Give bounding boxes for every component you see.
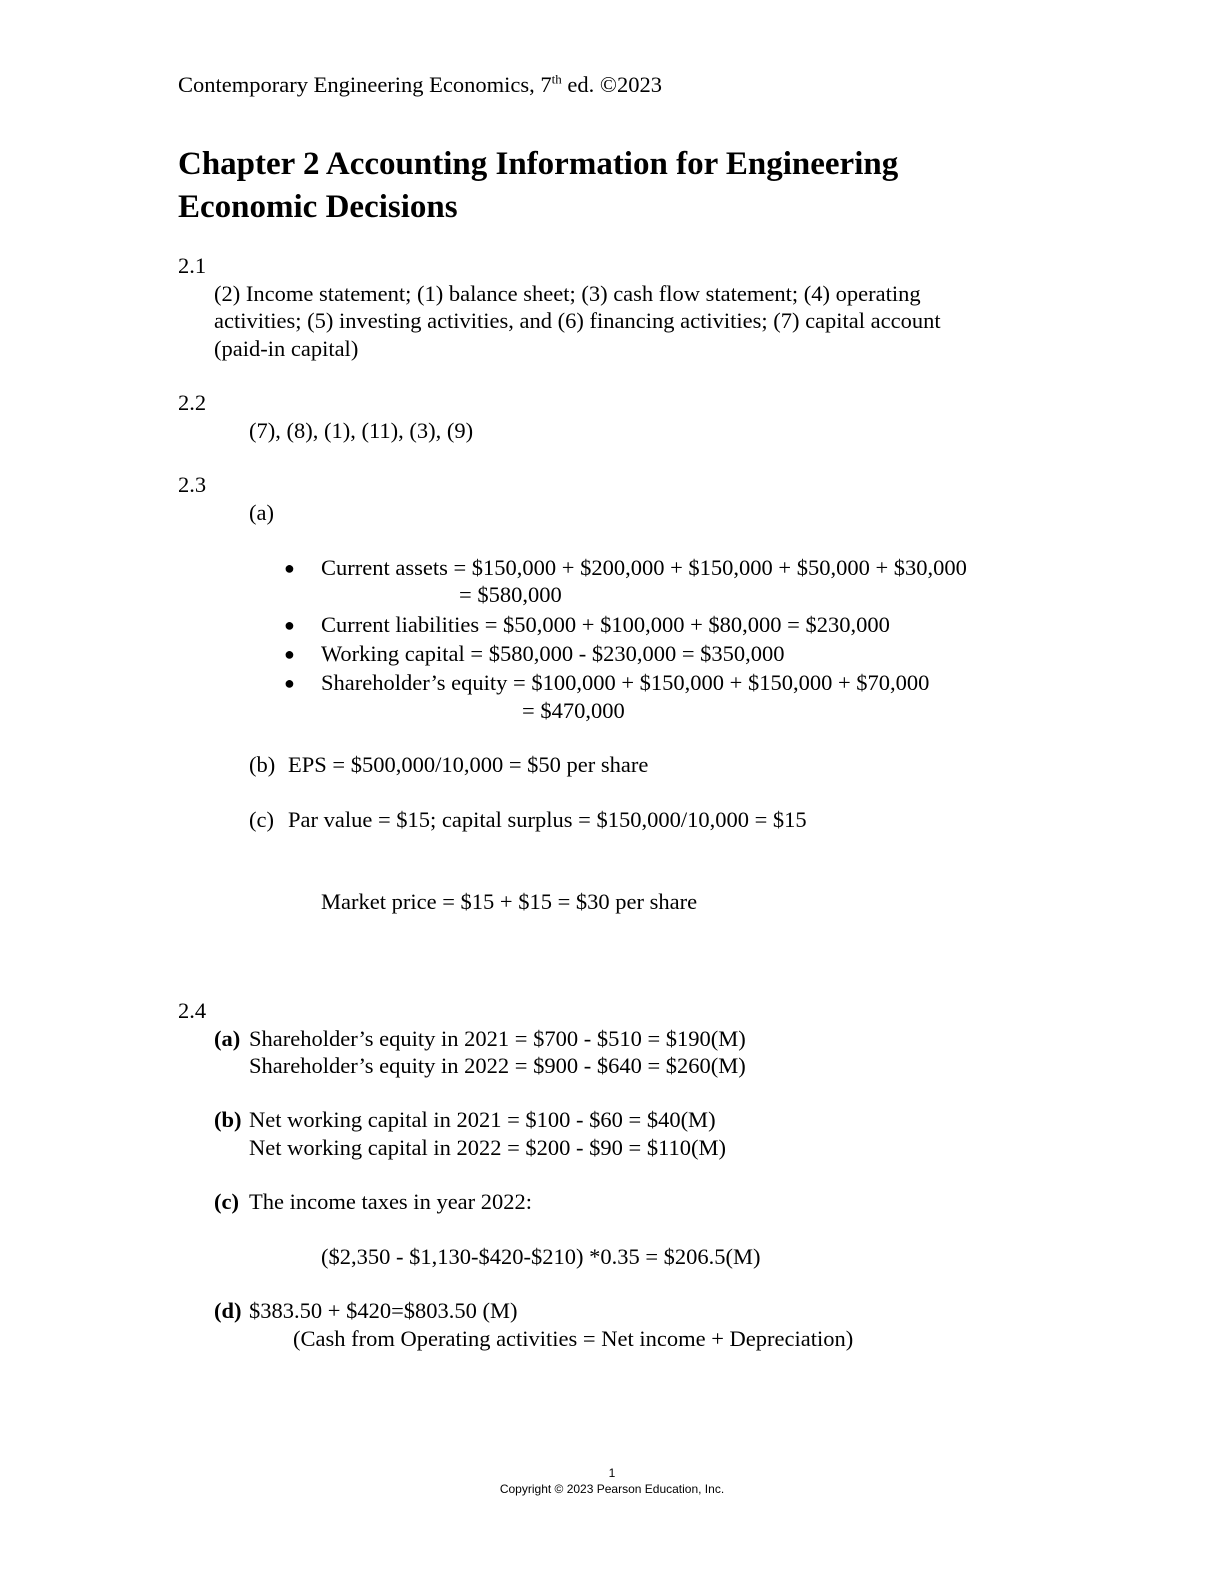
income-taxes-calculation: ($2,350 - $1,130-$420-$210) *0.35 = $206.5(M) [321,1244,761,1269]
operating-cash-calculation: $383.50 + $420=$803.50 (M) [249,1298,518,1323]
bullet-marker: ● [284,644,295,664]
book-title: Contemporary Engineering Economics, 7 [178,72,552,97]
bullet-marker: ● [284,673,295,693]
par-value-line: Par value = $15; capital surplus = $150,000/10,000 = $15 [288,807,807,832]
problem-number-2-3: 2.3 [178,472,207,497]
operating-cash-note: (Cash from Operating activities = Net income + Depreciation) [293,1326,854,1351]
current-assets-total: = $580,000 [459,582,562,607]
part-a-label: (a) [249,500,274,525]
answer-2-1-line-2: activities; (5) investing activities, and (6) financing activities; (7) capital account [214,308,941,333]
nwc-2022-line: Net working capital in 2022 = $200 - $90 = $110(M) [249,1135,726,1160]
answer-2-1-line-1: (2) Income statement; (1) balance sheet; (3) cash flow statement; (4) operating [214,281,921,306]
shareholders-equity-total: = $470,000 [522,698,625,723]
equity-2021-line: Shareholder’s equity in 2021 = $700 - $510 = $190(M) [249,1026,746,1051]
part-d-label-2-4: (d) [214,1298,242,1323]
market-price-line: Market price = $15 + $15 = $30 per share [321,889,698,914]
part-b-label: (b) [249,752,276,777]
problem-number-2-2: 2.2 [178,390,207,415]
part-c-label-2-4: (c) [214,1189,239,1214]
edition-text: ed. ©2023 [561,72,662,97]
current-liabilities-line: Current liabilities = $50,000 + $100,000 + $80,000 = $230,000 [321,612,890,637]
copyright-notice: Copyright © 2023 Pearson Education, Inc. [499,1482,725,1496]
chapter-title-line-2: Economic Decisions [178,189,458,225]
page-number: 1 [608,1466,616,1480]
shareholders-equity-line: Shareholder’s equity = $100,000 + $150,000 + $150,000 + $70,000 [321,670,930,695]
chapter-title-line-1: Chapter 2 Accounting Information for Engineering [178,146,899,182]
problem-number-2-4: 2.4 [178,998,207,1023]
part-c-label: (c) [249,807,274,832]
income-taxes-heading: The income taxes in year 2022: [249,1189,533,1214]
problem-number-2-1: 2.1 [178,253,207,278]
part-a-label-2-4: (a) [214,1026,241,1051]
answer-2-1-line-3: (paid-in capital) [214,336,359,361]
bullet-marker: ● [284,615,295,635]
nwc-2021-line: Net working capital in 2021 = $100 - $60 = $40(M) [249,1107,716,1132]
part-b-label-2-4: (b) [214,1107,242,1132]
working-capital-line: Working capital = $580,000 - $230,000 = $350,000 [321,641,785,666]
equity-2022-line: Shareholder’s equity in 2022 = $900 - $640 = $260(M) [249,1053,746,1078]
edition-superscript: th [551,71,562,87]
answer-2-2: (7), (8), (1), (11), (3), (9) [249,418,474,443]
eps-line: EPS = $500,000/10,000 = $50 per share [288,752,649,777]
bullet-marker: ● [284,558,295,578]
current-assets-line: Current assets = $150,000 + $200,000 + $150,000 + $50,000 + $30,000 [321,555,967,580]
running-header [178,71,662,99]
